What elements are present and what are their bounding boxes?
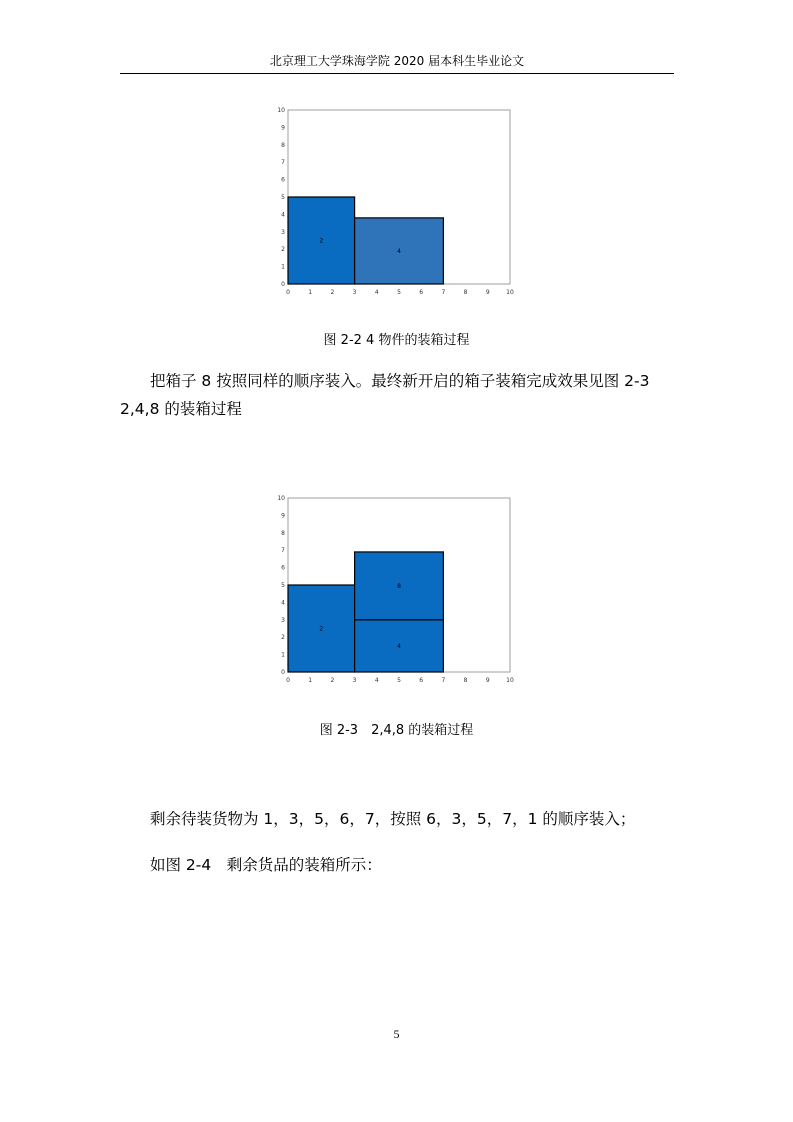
- fig1-xtick-3: 3: [352, 289, 357, 296]
- fig2-box-label-8: 8: [397, 582, 401, 590]
- figure-2-3-caption: 图 2-3 2,4,8 的装箱过程: [319, 723, 474, 738]
- fig1-xtick-10: 10: [506, 289, 514, 296]
- fig2-ytick-1: 1: [281, 651, 285, 659]
- chart-2-2-svg: [278, 103, 528, 303]
- fig1-ytick-5: 5: [281, 194, 285, 201]
- paragraph-1-line-2: 2,4,8 的装箱过程: [120, 400, 242, 418]
- fig1-ytick-3: 3: [281, 228, 285, 236]
- fig2-box-label-4: 4: [397, 642, 401, 650]
- fig1-xtick-1: 1: [308, 289, 313, 296]
- fig2-xtick-6: 6: [419, 677, 424, 684]
- fig1-ytick-9: 9: [281, 124, 285, 132]
- fig1-ytick-2: 2: [281, 246, 285, 254]
- fig1-ytick-4: 4: [281, 211, 285, 219]
- fig2-xtick-3: 3: [352, 677, 357, 684]
- fig1-box-label-2: 2: [319, 237, 324, 245]
- fig2-ytick-9: 9: [281, 512, 285, 520]
- fig2-ytick-8: 8: [281, 529, 285, 537]
- fig1-box-label-4: 4: [397, 247, 401, 255]
- fig2-box-label-2: 2: [319, 625, 324, 633]
- fig1-ytick-8: 8: [281, 141, 285, 149]
- fig1-ytick-10: 10: [277, 107, 285, 114]
- figure-2-2-chart: [278, 103, 528, 303]
- paragraph-1-line-1: 把箱子 8 按照同样的顺序装入。最终新开启的箱子装箱完成效果见图 2-3: [150, 372, 650, 390]
- page-header: 北京理工大学珠海学院 2020 届本科生毕业论文: [120, 52, 674, 74]
- fig1-xtick-8: 8: [463, 289, 468, 296]
- fig1-ytick-0: 0: [281, 281, 285, 288]
- fig2-ytick-6: 6: [281, 564, 285, 572]
- fig2-xtick-5: 5: [397, 677, 401, 684]
- fig2-xtick-1: 1: [308, 677, 313, 684]
- fig2-xtick-0: 0: [286, 677, 290, 684]
- paragraph-3: 如图 2-4 剩余货品的装箱所示：: [150, 856, 382, 874]
- fig1-xtick-5: 5: [397, 289, 401, 296]
- fig2-xtick-2: 2: [330, 677, 335, 684]
- fig2-xtick-10: 10: [506, 677, 514, 684]
- fig1-xtick-2: 2: [330, 289, 335, 296]
- fig2-xtick-9: 9: [485, 677, 490, 684]
- fig2-xtick-7: 7: [441, 677, 446, 684]
- fig2-xtick-4: 4: [374, 677, 379, 684]
- page-number: 5: [393, 1027, 400, 1041]
- fig1-xtick-7: 7: [441, 289, 446, 296]
- fig2-xtick-8: 8: [463, 677, 468, 684]
- fig1-xtick-4: 4: [374, 289, 379, 296]
- fig2-ytick-10: 10: [277, 495, 285, 502]
- fig2-ytick-5: 5: [281, 582, 285, 589]
- chart-2-3-svg: [278, 491, 528, 691]
- fig2-ytick-7: 7: [281, 547, 285, 555]
- figure-2-2-caption: 图 2-2 4 物件的装箱过程: [323, 333, 470, 348]
- fig1-xtick-6: 6: [419, 289, 424, 296]
- fig1-ytick-1: 1: [281, 263, 285, 271]
- fig2-ytick-0: 0: [281, 669, 285, 676]
- fig2-ytick-3: 3: [281, 616, 285, 624]
- fig2-ytick-4: 4: [281, 599, 285, 607]
- figure-2-3-chart: [278, 491, 528, 691]
- fig1-ytick-7: 7: [281, 159, 285, 167]
- fig2-ytick-2: 2: [281, 634, 285, 642]
- fig1-xtick-0: 0: [286, 289, 290, 296]
- fig1-xtick-9: 9: [485, 289, 490, 296]
- paragraph-2: 剩余待装货物为 1，3，5，6，7，按照 6，3，5，7，1 的顺序装入；: [150, 810, 636, 828]
- fig1-ytick-6: 6: [281, 176, 285, 184]
